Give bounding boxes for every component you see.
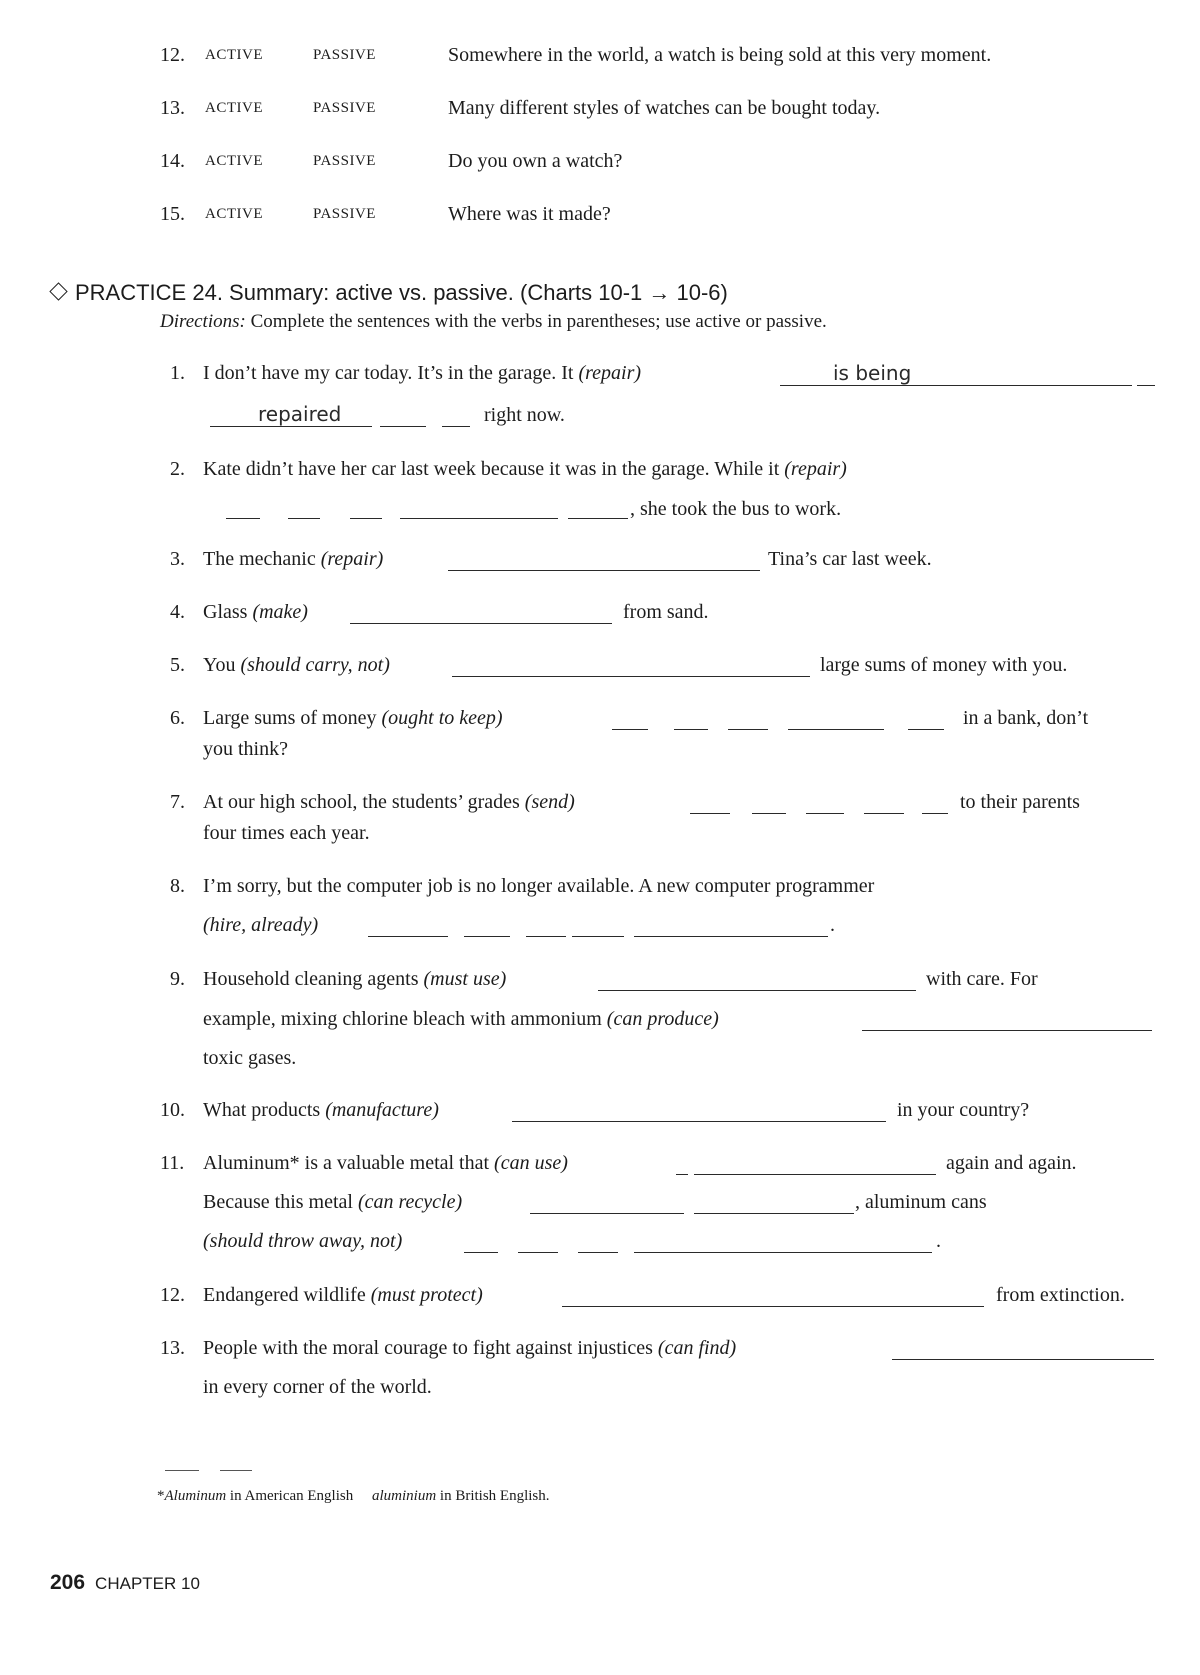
item-line bbox=[203, 1191, 462, 1214]
handwritten-answer: repaired bbox=[258, 402, 342, 426]
item-text: . bbox=[936, 1230, 941, 1252]
answer-blank[interactable] bbox=[676, 1174, 688, 1175]
item-line bbox=[203, 362, 641, 385]
item-text: four times each year. bbox=[203, 822, 370, 844]
footnote-term: Aluminum bbox=[164, 1488, 227, 1504]
passive-option[interactable]: PASSIVE bbox=[313, 100, 376, 116]
answer-blank[interactable] bbox=[752, 813, 786, 814]
item-text: Household cleaning agents bbox=[203, 968, 419, 990]
answer-blank[interactable] bbox=[806, 813, 844, 814]
answer-blank[interactable] bbox=[350, 518, 382, 519]
verb-hint: (make) bbox=[252, 601, 308, 623]
item-text: in your country? bbox=[897, 1099, 1030, 1121]
answer-blank[interactable] bbox=[464, 1252, 498, 1253]
item-text: you think? bbox=[203, 738, 288, 760]
item-number: 1. bbox=[170, 362, 185, 384]
directions bbox=[160, 311, 827, 333]
item-number: 12. bbox=[160, 44, 185, 66]
item-text: Tina’s car last week. bbox=[768, 548, 932, 570]
item-number: 13. bbox=[160, 1337, 185, 1359]
answer-blank[interactable] bbox=[908, 729, 944, 730]
item-text: I’m sorry, but the computer job is no longer available. A new computer programmer bbox=[203, 875, 875, 897]
item-text: You bbox=[203, 654, 236, 676]
answer-blank[interactable] bbox=[892, 1359, 1154, 1360]
item-line bbox=[203, 1008, 719, 1031]
footnote bbox=[157, 1488, 550, 1505]
answer-blank[interactable] bbox=[780, 385, 1132, 386]
item-text: People with the moral courage to fight against injustices bbox=[203, 1337, 653, 1359]
verb-hint: (manufacture) bbox=[325, 1099, 439, 1121]
item-text: toxic gases. bbox=[203, 1047, 297, 1069]
item-line bbox=[203, 968, 506, 991]
answer-blank[interactable] bbox=[572, 936, 624, 937]
answer-blank[interactable] bbox=[380, 426, 426, 427]
answer-blank[interactable] bbox=[862, 1030, 1152, 1031]
answer-blank[interactable] bbox=[1137, 385, 1155, 386]
answer-blank[interactable] bbox=[400, 518, 558, 519]
item-line bbox=[203, 601, 308, 624]
answer-blank[interactable] bbox=[788, 729, 884, 730]
answer-blank[interactable] bbox=[864, 813, 904, 814]
ap-item bbox=[0, 97, 1200, 123]
verb-hint: (should throw away, not) bbox=[203, 1230, 403, 1252]
item-text: from extinction. bbox=[996, 1284, 1125, 1306]
item-text: example, mixing chlorine bleach with ammonium bbox=[203, 1008, 602, 1030]
item-line bbox=[203, 458, 847, 481]
active-option[interactable]: ACTIVE bbox=[205, 100, 263, 116]
item-text: to their parents bbox=[960, 791, 1080, 813]
item-line bbox=[203, 1337, 736, 1360]
ap-item bbox=[0, 150, 1200, 176]
item-text: Because this metal bbox=[203, 1191, 353, 1213]
item-text: from sand. bbox=[623, 601, 709, 623]
answer-blank[interactable] bbox=[634, 936, 828, 937]
directions-text: Complete the sentences with the verbs in parentheses; use active or passive. bbox=[250, 311, 827, 332]
answer-blank[interactable] bbox=[210, 426, 372, 427]
directions-label: Directions: bbox=[160, 311, 246, 332]
sentence: Somewhere in the world, a watch is being sold at this very moment. bbox=[448, 44, 992, 66]
item-line bbox=[203, 1152, 568, 1175]
answer-blank[interactable] bbox=[694, 1213, 854, 1214]
item-number: 4. bbox=[170, 601, 185, 623]
diamond-icon bbox=[49, 282, 67, 300]
answer-blank[interactable] bbox=[452, 676, 810, 677]
item-number: 13. bbox=[160, 97, 185, 119]
footnote-term: aluminium bbox=[371, 1488, 437, 1504]
footnote-mark: * bbox=[157, 1488, 165, 1504]
page-number: 206 bbox=[50, 1571, 86, 1594]
sentence: Do you own a watch? bbox=[448, 150, 623, 172]
footnote-text: in British English. bbox=[436, 1488, 550, 1504]
item-number: 2. bbox=[170, 458, 185, 480]
passive-option[interactable]: PASSIVE bbox=[313, 47, 376, 63]
verb-hint: (can use) bbox=[494, 1152, 568, 1174]
verb-hint: (repair) bbox=[320, 548, 384, 570]
active-option[interactable]: ACTIVE bbox=[205, 153, 263, 169]
item-line bbox=[203, 1284, 483, 1307]
answer-blank[interactable] bbox=[634, 1252, 932, 1253]
item-line bbox=[203, 707, 503, 730]
verb-hint: (repair) bbox=[784, 458, 847, 480]
chapter-label: CHAPTER 10 bbox=[95, 1574, 200, 1593]
answer-blank[interactable] bbox=[350, 623, 612, 624]
verb-hint: (send) bbox=[524, 791, 575, 813]
verb-hint: (hire, already) bbox=[203, 914, 319, 936]
verb-hint: (must protect) bbox=[370, 1284, 483, 1306]
verb-hint: (can find) bbox=[657, 1337, 737, 1359]
sentence: Many different styles of watches can be bought today. bbox=[448, 97, 881, 119]
item-line bbox=[203, 654, 390, 677]
item-text: I don’t have my car today. It’s in the garage. It bbox=[203, 362, 574, 384]
item-text: , she took the bus to work. bbox=[630, 498, 842, 520]
item-text: Large sums of money bbox=[203, 707, 377, 729]
answer-blank[interactable] bbox=[464, 936, 510, 937]
item-text: The mechanic bbox=[203, 548, 316, 570]
answer-blank[interactable] bbox=[512, 1121, 886, 1122]
ap-item bbox=[0, 44, 1200, 70]
answer-blank[interactable] bbox=[448, 570, 760, 571]
answer-blank[interactable] bbox=[530, 1213, 684, 1214]
item-number: 8. bbox=[170, 875, 185, 897]
item-line bbox=[203, 791, 575, 814]
item-number: 3. bbox=[170, 548, 185, 570]
item-number: 5. bbox=[170, 654, 185, 676]
item-text: . bbox=[830, 914, 835, 936]
passive-option[interactable]: PASSIVE bbox=[313, 206, 376, 222]
item-text: Glass bbox=[203, 601, 248, 623]
passive-option[interactable]: PASSIVE bbox=[313, 153, 376, 169]
item-text: Aluminum* is a valuable metal that bbox=[203, 1152, 490, 1174]
item-text: What products bbox=[203, 1099, 321, 1121]
answer-blank[interactable] bbox=[598, 990, 916, 991]
verb-hint: (should carry, not) bbox=[240, 654, 390, 676]
answer-blank[interactable] bbox=[674, 729, 708, 730]
answer-blank[interactable] bbox=[518, 1252, 558, 1253]
answer-blank[interactable] bbox=[694, 1174, 936, 1175]
item-number: 12. bbox=[160, 1284, 185, 1306]
active-option[interactable]: ACTIVE bbox=[205, 206, 263, 222]
item-line bbox=[203, 548, 383, 571]
footnote-divider bbox=[220, 1470, 252, 1471]
item-text: Kate didn’t have her car last week because it was in the garage. While it bbox=[203, 458, 780, 480]
answer-blank[interactable] bbox=[288, 518, 320, 519]
ap-item bbox=[0, 203, 1200, 229]
active-option[interactable]: ACTIVE bbox=[205, 47, 263, 63]
handwritten-answer: is being bbox=[833, 361, 912, 385]
verb-hint: (ought to keep) bbox=[381, 707, 503, 729]
answer-blank[interactable] bbox=[568, 518, 628, 519]
item-number: 14. bbox=[160, 150, 185, 172]
verb-hint: (repair) bbox=[578, 362, 642, 384]
item-text: again and again. bbox=[946, 1152, 1077, 1174]
page-footer bbox=[50, 1571, 200, 1595]
item-number: 15. bbox=[160, 203, 185, 225]
answer-blank[interactable] bbox=[442, 426, 470, 427]
item-text: with care. For bbox=[926, 968, 1038, 990]
item-number: 7. bbox=[170, 791, 185, 813]
answer-blank[interactable] bbox=[612, 729, 648, 730]
answer-blank[interactable] bbox=[728, 729, 768, 730]
item-text: At our high school, the students’ grades bbox=[203, 791, 520, 813]
answer-blank[interactable] bbox=[526, 936, 566, 937]
answer-blank[interactable] bbox=[578, 1252, 618, 1253]
practice-title bbox=[52, 280, 728, 306]
answer-blank[interactable] bbox=[226, 518, 260, 519]
item-number: 11. bbox=[160, 1152, 185, 1174]
answer-blank[interactable] bbox=[690, 813, 730, 814]
item-text: large sums of money with you. bbox=[820, 654, 1068, 676]
item-number: 6. bbox=[170, 707, 185, 729]
footnote-divider bbox=[165, 1470, 199, 1471]
item-text: right now. bbox=[484, 404, 565, 426]
answer-blank[interactable] bbox=[562, 1306, 984, 1307]
item-number: 10. bbox=[160, 1099, 185, 1121]
item-line bbox=[203, 1099, 439, 1122]
footnote-text: in American English bbox=[226, 1488, 354, 1504]
verb-hint: (must use) bbox=[423, 968, 507, 990]
answer-blank[interactable] bbox=[922, 813, 948, 814]
item-text: in every corner of the world. bbox=[203, 1376, 432, 1398]
item-text: in a bank, don’t bbox=[963, 707, 1089, 729]
item-text: Endangered wildlife bbox=[203, 1284, 366, 1306]
answer-blank[interactable] bbox=[368, 936, 448, 937]
item-number: 9. bbox=[170, 968, 185, 990]
item-text: , aluminum cans bbox=[855, 1191, 987, 1213]
verb-hint: (can produce) bbox=[606, 1008, 719, 1030]
verb-hint: (can recycle) bbox=[357, 1191, 463, 1213]
practice-title-text: PRACTICE 24. Summary: active vs. passive. (Charts 10-1 → 10-6) bbox=[75, 280, 728, 305]
sentence: Where was it made? bbox=[448, 203, 611, 225]
